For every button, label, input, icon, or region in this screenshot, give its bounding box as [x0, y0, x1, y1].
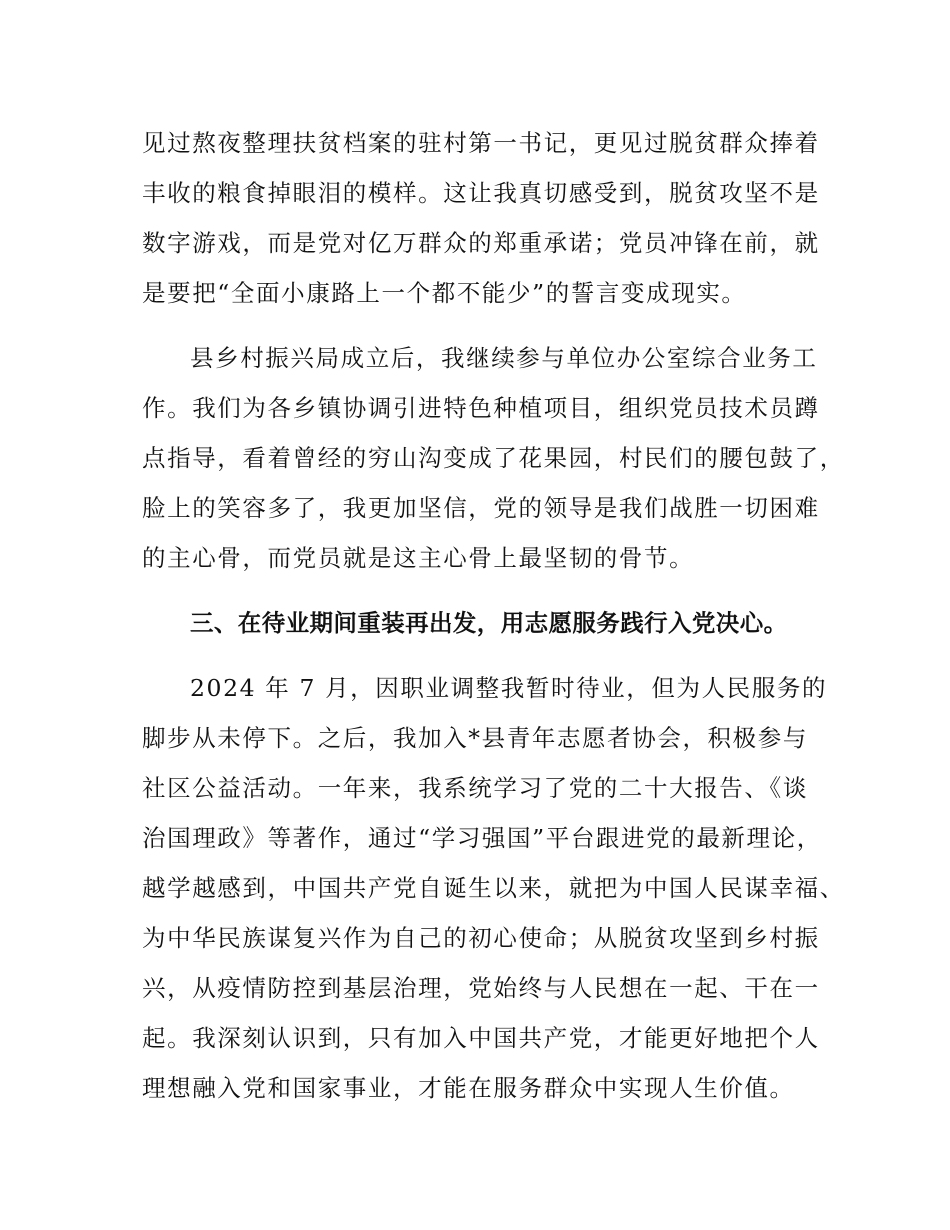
paragraph-1-line-4: 是要把“全面小康路上一个都不能少”的誓言变成现实。: [142, 279, 747, 307]
paragraph-3-line-2: 脚步从未停下。之后，我加入*县青年志愿者协会，积极参与: [142, 724, 808, 752]
paragraph-2-line-1: 县乡村振兴局成立后，我继续参与单位办公室综合业务工: [190, 344, 818, 372]
paragraph-3-line-7: 兴，从疫情防控到基层治理，党始终与人民想在一起、干在一: [142, 974, 820, 1002]
paragraph-3-line-5: 越学越感到，中国共产党自诞生以来，就把为中国人民谋幸福、: [142, 874, 845, 902]
paragraph-3-line-4: 治国理政》等著作，通过“学习强国”平台跟进党的最新理论，: [142, 824, 822, 852]
paragraph-1-line-1: 见过熬夜整理扶贫档案的驻村第一书记，更见过脱贫群众捧着: [142, 129, 820, 157]
paragraph-3-line-6: 为中华民族谋复兴作为自己的初心使命；从脱贫攻坚到乡村振: [142, 924, 820, 952]
paragraph-3-line-8: 起。我深刻认识到，只有加入中国共产党，才能更好地把个人: [142, 1024, 820, 1052]
section-heading: 三、在待业期间重装再出发，用志愿服务践行入党决心。: [190, 609, 788, 637]
paragraph-1-line-3: 数字游戏，而是党对亿万群众的郑重承诺；党员冲锋在前，就: [142, 229, 820, 257]
paragraph-2-line-2: 作。我们为各乡镇协调引进特色种植项目，组织党员技术员蹲: [142, 394, 820, 422]
paragraph-3-line-1: 2024 年 7 月，因职业调整我暂时待业，但为人民服务的: [190, 674, 828, 702]
paragraph-2-line-5: 的主心骨，而党员就是这主心骨上最坚韧的骨节。: [142, 544, 695, 572]
paragraph-2-line-3: 点指导，看着曾经的穷山沟变成了花果园，村民们的腰包鼓了，: [142, 444, 845, 472]
paragraph-2-line-4: 脸上的笑容多了，我更加坚信，党的领导是我们战胜一切困难: [142, 494, 820, 522]
paragraph-3-line-3: 社区公益活动。一年来，我系统学习了党的二十大报告、《谈: [142, 774, 808, 802]
paragraph-3-line-9: 理想融入党和国家事业，才能在服务群众中实现人生价值。: [142, 1074, 795, 1102]
paragraph-1-line-2: 丰收的粮食掉眼泪的模样。这让我真切感受到，脱贫攻坚不是: [142, 179, 820, 207]
